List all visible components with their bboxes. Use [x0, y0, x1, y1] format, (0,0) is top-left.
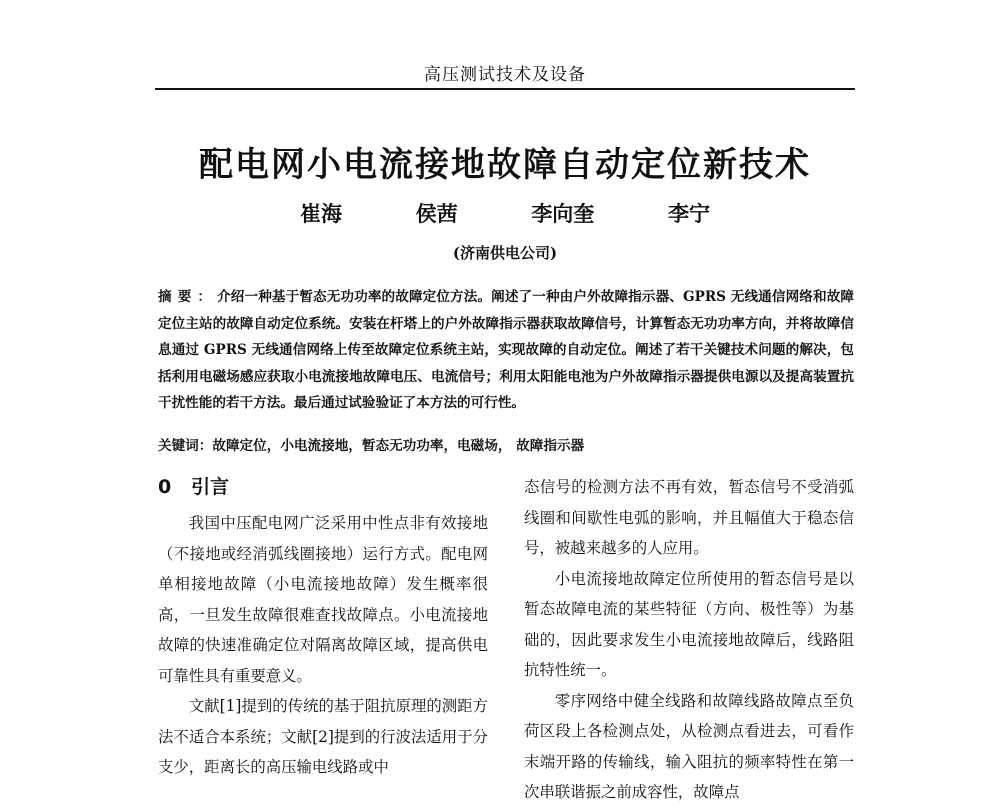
paper-title: 配电网小电流接地故障自动定位新技术 — [199, 145, 811, 185]
keywords — [158, 434, 854, 454]
author-list — [300, 198, 710, 228]
keywords-label: 关键词： — [158, 438, 213, 454]
affiliation: (济南供电公司) — [452, 244, 558, 262]
author-name: 侯茜 — [415, 201, 458, 226]
abstract-label: 摘要： — [158, 289, 218, 305]
abstract — [158, 284, 854, 417]
author-name: 李向奎 — [531, 201, 595, 226]
body-paragraph: 小电流接地故障定位所使用的暂态信号是以暂态故障电流的某些特征（方向、极性等）为基础的，因此要求发生小电流接地故障后，线路阻抗特性统一。 — [524, 569, 854, 679]
running-header: 高压测试技术及设备 — [424, 65, 586, 85]
keywords-text: 故障定位，小电流接地，暂态无功功率，电磁场， 故障指示器 — [212, 438, 585, 454]
author-name: 李宁 — [667, 201, 710, 226]
body-paragraph: 我国中压配电网广泛采用中性点非有效接地（不接地或经消弧线圈接地）运行方式。配电网单相接地故障（小电流接地故障）发生概率很高，一旦发生故障很难查找故障点。小电流接地故障的快速准确定位对隔离故障区域，提高供电可靠性具有重要意义。 — [158, 514, 488, 685]
left-column — [158, 472, 488, 783]
section-title: 引言 — [191, 476, 230, 498]
section-heading — [158, 472, 488, 508]
section-number: 0 — [158, 476, 172, 498]
body-paragraph: 态信号的检测方法不再有效，暂态信号不受消弧线圈和间歇性电弧的影响，并且幅值大于稳态信号，被越来越多的人应用。 — [524, 478, 854, 557]
body-paragraph: 文献[1]提到的传统的基于阻抗原理的测距方法不适合本系统；文献[2]提到的行波法适用于分支少，距离长的高压输电线路或中 — [158, 697, 488, 776]
right-column — [524, 472, 854, 808]
abstract-text: 介绍一种基于暂态无功功率的故障定位方法。阐述了一种由户外故障指示器、GPRS 无线通信网络和故障定位主站的故障自动定位系统。安装在杆塔上的户外故障指示器获取故障信号，计算暂态无功功率方向，并将故障信息通过 GPRS 无线通信网络上传至故障定位系统主站，实现故障的自动定位。阐述了若干关键技术问题的解决，包括利用电磁场感应获取小电流接地故障电压、电流信号；利用太阳能电池为户外故障指示器提供电源以及提高装置抗干扰性能的若干方法。最后通过试验验证了本方法的可行性。 — [158, 289, 854, 411]
author-name: 崔海 — [300, 201, 342, 226]
body-paragraph: 零序网络中健全线路和故障线路故障点至负荷区段上各检测点处，从检测点看进去，可看作末端开路的传输线，输入阻抗的频率特性在第一次串联谐振之前成容性，故障点 — [524, 691, 854, 801]
header-rule — [155, 88, 855, 90]
